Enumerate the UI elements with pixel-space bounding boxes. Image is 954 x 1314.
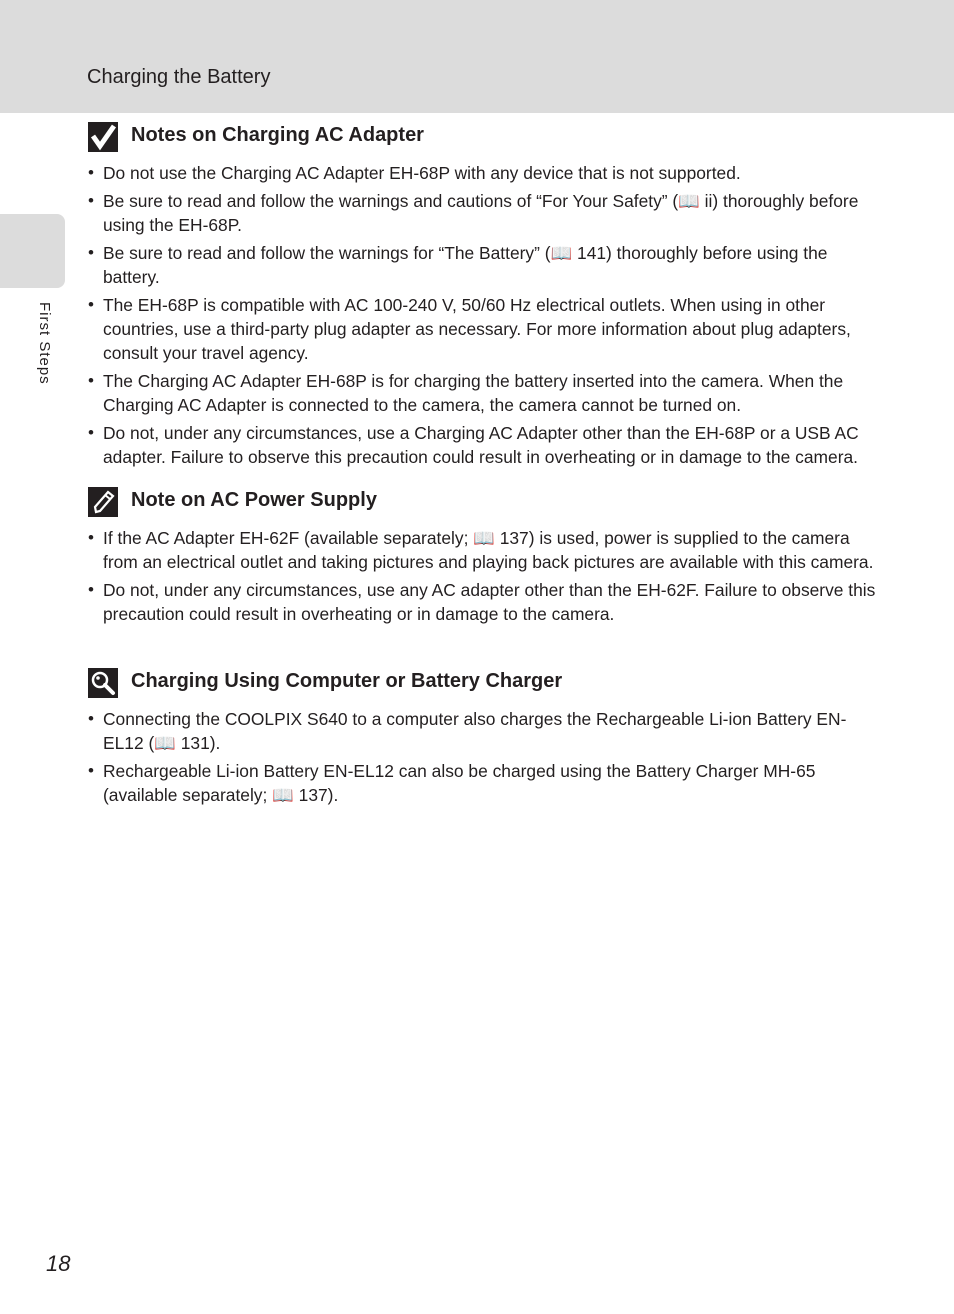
list-item: • Do not, under any circumstances, use any AC adapter other than the EH-62F. Failure to observe this precaution could result in overheating or in damage to the camera. xyxy=(88,578,878,626)
list-item: • Do not use the Charging AC Adapter EH-68P with any device that is not supported. xyxy=(88,161,878,185)
section-title: Notes on Charging AC Adapter xyxy=(131,124,424,146)
list-item: • The Charging AC Adapter EH-68P is for charging the battery inserted into the camera. When the Charging AC Adapter is connected to the camera, the camera cannot be turned on. xyxy=(88,369,878,417)
checkmark-caution-icon xyxy=(88,122,118,152)
list-item: • Be sure to read and follow the warnings for “The Battery” (📖 141) thoroughly before using the battery. xyxy=(88,241,878,289)
section-title: Note on AC Power Supply xyxy=(131,489,377,511)
section-heading xyxy=(88,122,878,152)
list-item: • Connecting the COOLPIX S640 to a computer also charges the Rechargeable Li-ion Battery EN-EL12 (📖 131). xyxy=(88,707,878,755)
list-item: • The EH-68P is compatible with AC 100-240 V, 50/60 Hz electrical outlets. When using in other countries, use a third-party plug adapter as necessary. For more information about plug adapters, consult your travel agency. xyxy=(88,293,878,365)
section-charging-computer-battery-charger xyxy=(88,668,878,811)
section-heading xyxy=(88,668,878,698)
list-item: • If the AC Adapter EH-62F (available separately; 📖 137) is used, power is supplied to the camera from an electrical outlet and taking pictures and playing back pictures are available with this camera. xyxy=(88,526,878,574)
list-item: • Do not, under any circumstances, use a Charging AC Adapter other than the EH-68P or a USB AC adapter. Failure to observe this precaution could result in overheating or in damage to the camera. xyxy=(88,421,878,469)
bullet-list xyxy=(88,526,878,626)
list-item: • Rechargeable Li-ion Battery EN-EL12 can also be charged using the Battery Charger MH-65 (available separately; 📖 137). xyxy=(88,759,878,807)
side-tab-label: First Steps xyxy=(36,302,53,385)
section-title: Charging Using Computer or Battery Charger xyxy=(131,670,563,692)
section-note-ac-power-supply xyxy=(88,487,878,630)
side-tab xyxy=(0,214,65,288)
page-number: 18 xyxy=(46,1251,71,1276)
page-header xyxy=(0,0,954,113)
section-heading xyxy=(88,487,878,517)
bullet-list xyxy=(88,707,878,807)
bullet-list xyxy=(88,161,878,469)
magnifier-more-info-icon xyxy=(88,668,118,698)
section-notes-charging-ac-adapter xyxy=(88,122,878,473)
header-title: Charging the Battery xyxy=(87,66,271,88)
list-item: • Be sure to read and follow the warnings and cautions of “For Your Safety” (📖 ii) thoroughly before using the EH-68P. xyxy=(88,189,878,237)
pencil-note-icon xyxy=(88,487,118,517)
